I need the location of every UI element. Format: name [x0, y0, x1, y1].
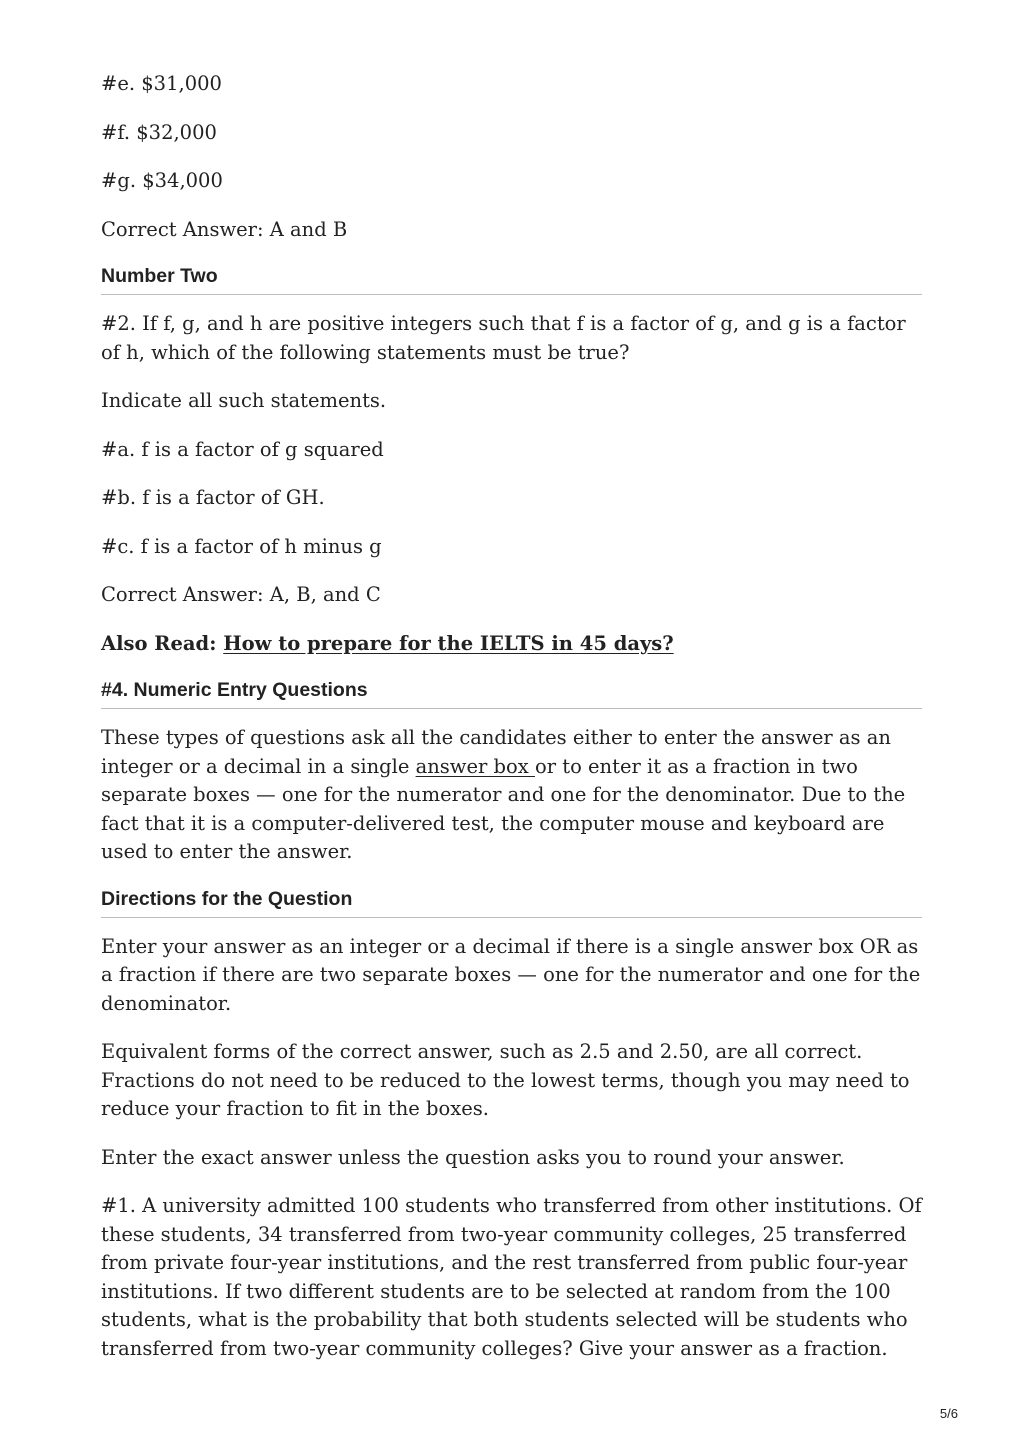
answer-box-link[interactable]: answer box: [415, 754, 535, 778]
question-two: #2. If f, g, and h are positive integers such that f is a factor of g, and g is a factor of h, which of the following statements must be true?: [101, 312, 906, 364]
question-two-option-b: #b. f is a factor of GH.: [101, 486, 325, 509]
directions-paragraph-3: Enter the exact answer unless the question asks you to round your answer.: [101, 1145, 845, 1169]
page-number: 5/6: [939, 1406, 958, 1421]
heading-numeric-entry: #4. Numeric Entry Questions: [101, 678, 922, 709]
question-two-instruction: Indicate all such statements.: [101, 389, 387, 412]
numeric-entry-description: [101, 724, 922, 867]
question-two-option-c: #c. f is a factor of h minus g: [101, 534, 382, 558]
directions-paragraph-1: Enter your answer as an integer or a decimal if there is a single answer box OR as a fraction if there are two separate boxes — one for the numerator and one for the denominator.: [101, 934, 921, 1015]
question-two-answer: Correct Answer: A, B, and C: [101, 583, 381, 606]
option-f: #f. $32,000: [101, 120, 217, 144]
option-e: #e. $31,000: [101, 72, 222, 95]
also-read-label: Also Read:: [101, 631, 217, 655]
heading-number-two: Number Two: [101, 264, 922, 295]
numeric-entry-text-2: or to enter it as a fraction in two separate boxes — one for the numerator and one for the denominator. Due to the fact that it is a computer-delivered test, the computer mouse and keyboard are used to enter the answer.: [101, 754, 906, 863]
heading-directions: Directions for the Question: [101, 887, 922, 918]
document-content: [101, 70, 922, 1383]
question-one-numeric: #1. A university admitted 100 students who transferred from other institutions. Of these students, 34 transferred from two-year community colleges, 25 transferred from private four-year institutions, and the rest transferred from public four-year institutions. If two different students are to be selected at random from the 100 students, what is the probability that both students selected will be students who transferred from two-year community colleges? Give your answer as a fraction.: [101, 1194, 922, 1360]
also-read-link[interactable]: How to prepare for the IELTS in 45 days?: [223, 631, 674, 655]
numeric-entry-text-1: These types of questions ask all the candidates either to enter the answer as an integer or a decimal in a single: [101, 726, 891, 778]
directions-paragraph-2: Equivalent forms of the correct answer, such as 2.5 and 2.50, are all correct. Fractions do not need to be reduced to the lowest terms, though you may need to reduce your fraction to fit in the boxes.: [101, 1040, 910, 1120]
also-read: [101, 630, 922, 659]
correct-answer-prev: Correct Answer: A and B: [101, 217, 348, 241]
question-two-option-a: #a. f is a factor of g squared: [101, 437, 384, 461]
option-g: #g. $34,000: [101, 169, 223, 192]
